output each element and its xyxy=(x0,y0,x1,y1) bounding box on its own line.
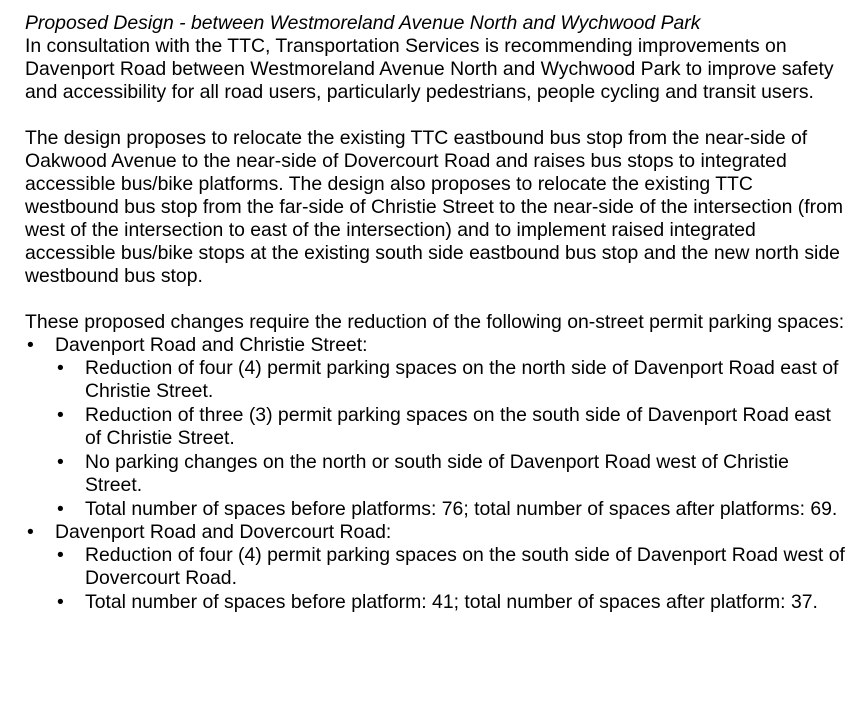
sub-list-item-text: No parking changes on the north or south side of Davenport Road west of Christie Street. xyxy=(85,451,789,496)
sub-list-item-text: Reduction of four (4) permit parking spaces on the north side of Davenport Road east of Christie Street. xyxy=(85,357,839,402)
section-heading: Proposed Design - between Westmoreland Avenue North and Wychwood Park xyxy=(25,12,701,34)
sub-list-item-text: Reduction of four (4) permit parking spaces on the south side of Davenport Road west of Dovercourt Road. xyxy=(85,544,845,589)
list-item-label: Davenport Road and Dovercourt Road: xyxy=(55,521,392,543)
bullet-icon: • xyxy=(57,544,64,566)
sub-list-item xyxy=(55,591,845,614)
sub-list-item xyxy=(55,404,845,450)
sub-list xyxy=(55,544,845,614)
bullet-icon: • xyxy=(57,591,64,613)
sub-list xyxy=(55,357,845,521)
sub-list-item-text: Total number of spaces before platform: 41; total number of spaces after platform: 37. xyxy=(85,591,818,613)
intro-paragraph: In consultation with the TTC, Transportation Services is recommending improvements on Davenport Road between Westmoreland Avenue North and Wychwood Park to improve safety and accessibility for all road users, particularly pedestrians, people cycling and transit users. xyxy=(25,35,834,103)
list-item-dovercourt xyxy=(25,521,845,614)
bullet-icon: • xyxy=(57,498,64,520)
list-item-label: Davenport Road and Christie Street: xyxy=(55,334,368,356)
design-paragraph: The design proposes to relocate the existing TTC eastbound bus stop from the near-side of Oakwood Avenue to the near-side of Dovercourt Road and raises bus stops to integrated accessible bus/bike platforms. The design also proposes to relocate the existing TTC westbound bus stop from the far-side of Christie Street to the near-side of the intersection (from west of the intersection to east of the intersection) and to implement raised integrated accessible bus/bike stops at the existing south side eastbound bus stop and the new north side westbound bus stop. xyxy=(25,127,844,287)
sub-list-item xyxy=(55,498,845,521)
bullet-icon: • xyxy=(57,404,64,426)
sub-list-item xyxy=(55,544,845,590)
sub-list-item-text: Total number of spaces before platforms: 76; total number of spaces after platforms: 69. xyxy=(85,498,838,520)
bullet-icon: • xyxy=(27,521,34,543)
document-body xyxy=(25,12,845,614)
intersection-list xyxy=(25,334,845,614)
sub-list-item xyxy=(55,357,845,403)
list-item-christie xyxy=(25,334,845,521)
bullet-icon: • xyxy=(27,334,34,356)
parking-intro-paragraph: These proposed changes require the reduction of the following on-street permit parking spaces: xyxy=(25,311,845,333)
bullet-icon: • xyxy=(57,451,64,473)
sub-list-item xyxy=(55,451,845,497)
sub-list-item-text: Reduction of three (3) permit parking spaces on the south side of Davenport Road east of Christie Street. xyxy=(85,404,831,449)
bullet-icon: • xyxy=(57,357,64,379)
